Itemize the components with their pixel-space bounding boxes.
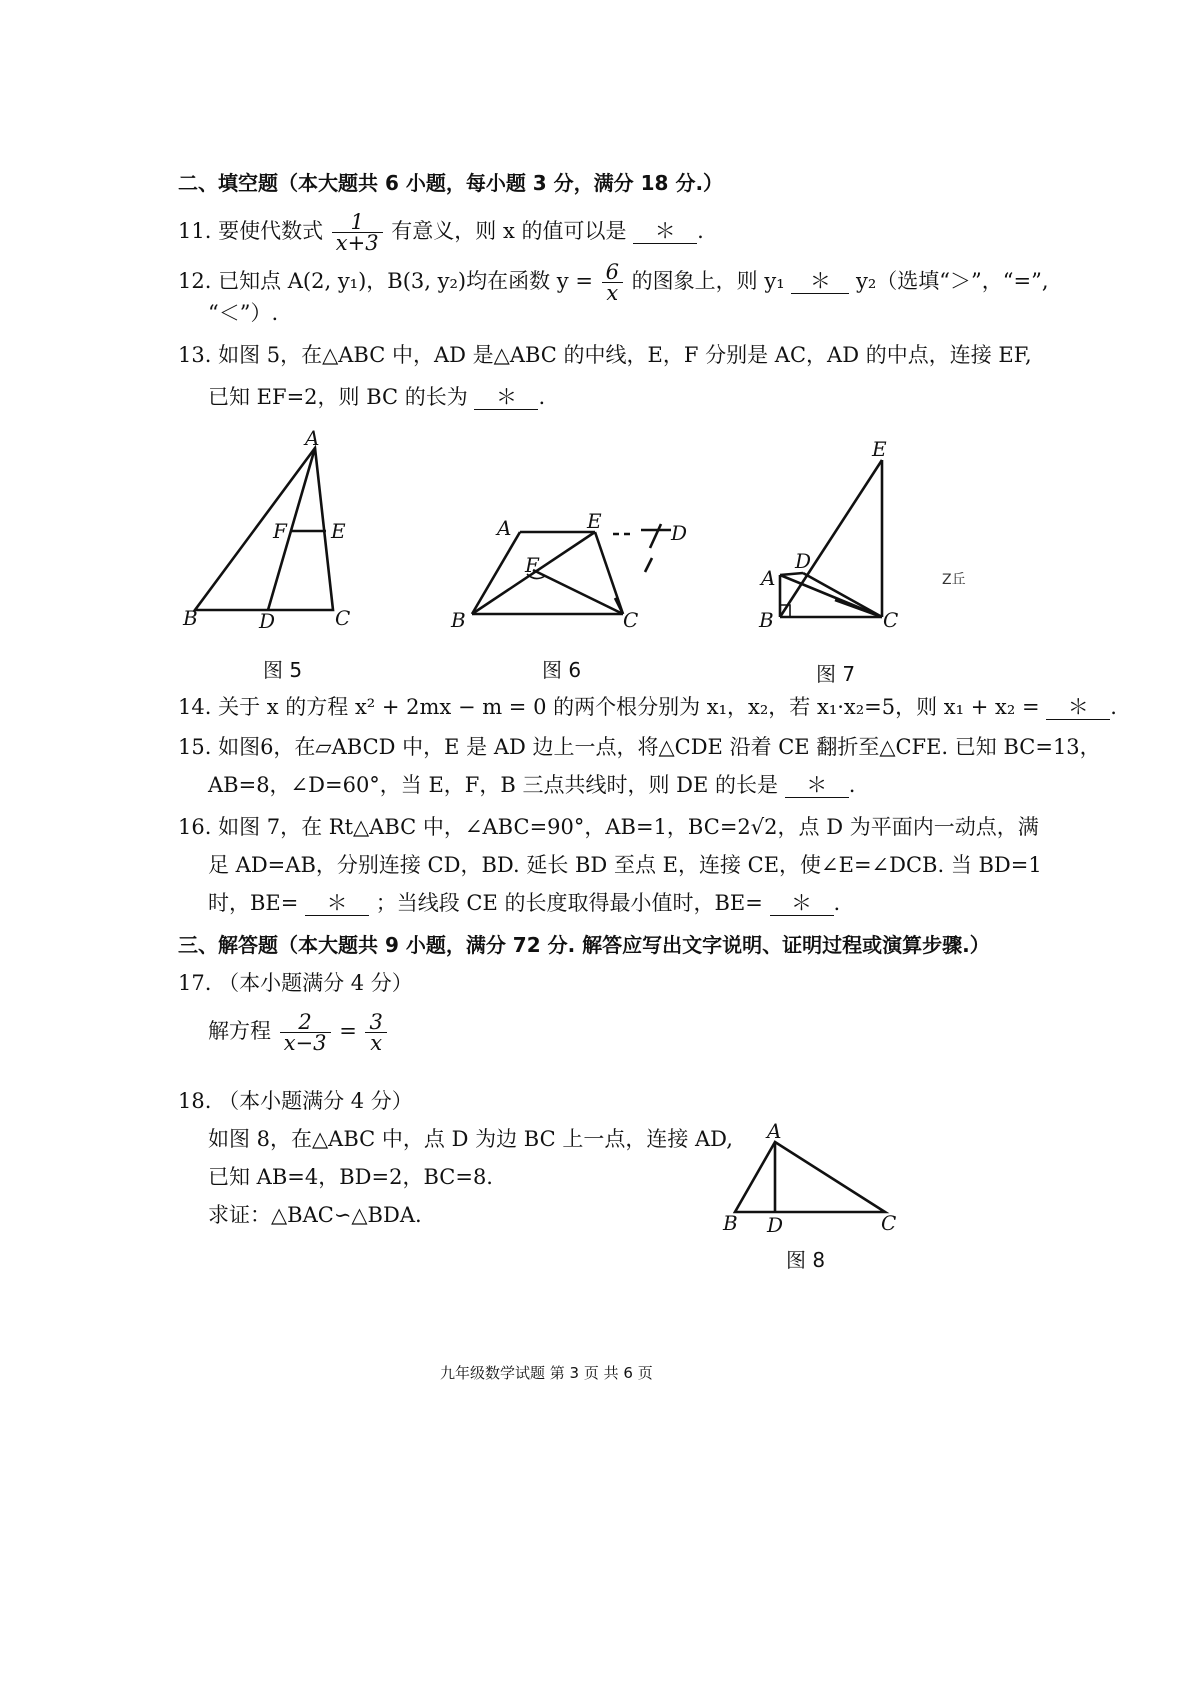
fig6-fold-mark-1 <box>650 524 661 548</box>
q12-answer-blank: ＊ <box>791 269 849 294</box>
figure-5-caption: 图 5 <box>263 658 303 682</box>
q18-line1: 如图 8，在△ABC 中，点 D 为边 BC 上一点，连接 AD, <box>208 1127 733 1151</box>
q11-frac-num: 1 <box>332 212 383 233</box>
q17-f1-den: x−3 <box>283 1031 327 1055</box>
fig7-label-b: B <box>759 608 774 632</box>
q15-answer-blank: ＊ <box>785 773 849 798</box>
fig6-fold-mark-2 <box>645 558 652 572</box>
figure-5-diagram <box>175 426 375 640</box>
q12-pre: 12. 已知点 A(2, y₁)，B(3, y₂)均在函数 y = <box>178 269 593 293</box>
figure-8-caption: 图 8 <box>786 1248 826 1272</box>
q11-pre: 11. 要使代数式 <box>178 219 324 243</box>
figure-5 <box>175 426 375 644</box>
figure-6 <box>445 510 705 644</box>
q13-line1: 13. 如图 5，在△ABC 中，AD 是△ABC 的中线，E，F 分别是 AC，AD 的中点，连接 EF, <box>178 343 1032 367</box>
q13-line2 <box>208 382 545 412</box>
q16-end: . <box>833 891 841 915</box>
q17-f2-den: x <box>370 1031 383 1055</box>
q11-fraction <box>332 212 383 253</box>
q12-fraction <box>602 262 623 303</box>
fig5-label-d: D <box>259 609 276 633</box>
q18-title: 18. （本小题满分 4 分） <box>178 1089 413 1113</box>
question-11 <box>178 212 704 253</box>
q17-equation <box>208 1012 389 1053</box>
fig7-side-mark: Z丘 <box>942 572 966 588</box>
q18-line2: 已知 AB=4，BD=2，BC=8. <box>208 1165 493 1189</box>
fig6-label-a: A <box>497 516 512 540</box>
q12-post2: y₂（选填“＞”，“=”, <box>856 269 1049 293</box>
figure-7 <box>755 437 966 644</box>
figure-7-caption: 图 7 <box>816 662 856 686</box>
q11-answer-blank: ＊ <box>633 219 697 244</box>
q11-frac-den: x+3 <box>335 231 379 255</box>
q16-line3-b: ；当线段 CE 的长度取得最小值时，BE= <box>375 891 763 915</box>
q12-frac-num: 6 <box>602 262 623 283</box>
q18-line3: 求证：△BAC∽△BDA. <box>208 1203 422 1227</box>
fig6-label-f: F <box>525 553 539 577</box>
fig7-segment-ad <box>780 573 803 575</box>
fig5-triangle-abc <box>195 448 333 610</box>
fig6-segment-ab <box>472 532 520 614</box>
q17-f2-num: 3 <box>365 1012 386 1033</box>
q17-fraction-left <box>280 1012 331 1053</box>
q11-post: 有意义，则 x 的值可以是 <box>391 219 627 243</box>
fig7-label-e: E <box>872 437 887 461</box>
q17-equals: = <box>339 1019 357 1043</box>
figure-8-diagram <box>715 1119 915 1242</box>
page-footer: 九年级数学试题 第 3 页 共 6 页 <box>440 1364 653 1382</box>
q12-frac-den: x <box>606 281 619 305</box>
figure-6-diagram <box>445 510 705 640</box>
fig8-label-b: B <box>723 1211 738 1235</box>
q16-answer-blank-2: ＊ <box>770 891 834 916</box>
fig8-triangle-abc <box>735 1142 885 1212</box>
q12-post: 的图象上，则 y₁ <box>631 269 785 293</box>
q16-answer-blank-1: ＊ <box>305 891 369 916</box>
q17-f1-num: 2 <box>280 1012 331 1033</box>
fig8-label-d: D <box>767 1213 784 1237</box>
fig5-label-b: B <box>183 606 198 630</box>
q13-line2-text: 已知 EF=2，则 BC 的长为 <box>208 385 468 409</box>
fig5-label-f: F <box>273 519 287 543</box>
fig7-segment-dc <box>803 573 882 617</box>
fig7-label-c: C <box>883 608 899 632</box>
fig6-label-e: E <box>587 509 602 533</box>
q17-fraction-right <box>365 1012 386 1053</box>
q12-line2: “＜”）. <box>208 301 279 325</box>
q14-end: . <box>1110 695 1117 719</box>
figure-7-diagram <box>755 437 966 640</box>
q11-end: . <box>697 219 704 243</box>
fig7-label-d: D <box>795 549 812 573</box>
q16-line1: 16. 如图 7，在 Rt△ABC 中，∠ABC=90°，AB=1，BC=2√2，点 D 为平面内一动点，满 <box>178 815 1039 839</box>
q14-text: 14. 关于 x 的方程 x² + 2mx − m = 0 的两个根分别为 x₁，x₂，若 x₁·x₂=5，则 x₁ + x₂ = <box>178 695 1040 719</box>
q13-answer-blank: ＊ <box>474 385 538 410</box>
fig5-label-c: C <box>335 606 351 630</box>
fig5-label-a: A <box>305 426 320 450</box>
q14-answer-blank: ＊ <box>1046 695 1110 720</box>
q16-line3-a: 时，BE= <box>208 891 299 915</box>
fig7-segment-be <box>780 460 882 617</box>
fig8-label-a: A <box>767 1119 782 1143</box>
fig5-label-e: E <box>331 519 346 543</box>
fig6-label-c: C <box>623 608 639 632</box>
q13-end: . <box>538 385 546 409</box>
fig8-label-c: C <box>881 1211 897 1235</box>
figure-6-caption: 图 6 <box>542 658 582 682</box>
q15-line2-text: AB=8，∠D=60°，当 E，F，B 三点共线时，则 DE 的长是 <box>208 773 779 797</box>
fig7-label-a: A <box>761 566 776 590</box>
section-2-header: 二、填空题（本大题共 6 小题，每小题 3 分，满分 18 分.） <box>178 171 724 195</box>
q16-line2: 足 AD=AB，分别连接 CD，BD. 延长 BD 至点 E，连接 CE，使∠E=∠DCB. 当 BD=1 <box>208 853 1042 877</box>
section-3-header: 三、解答题（本大题共 9 小题，满分 72 分. 解答应写出文字说明、证明过程或演算步骤.） <box>178 933 990 957</box>
q17-title: 17. （本小题满分 4 分） <box>178 971 413 995</box>
figure-8 <box>715 1119 915 1246</box>
q17-pre: 解方程 <box>208 1019 271 1043</box>
question-14 <box>178 692 1117 722</box>
q16-line3 <box>208 888 840 918</box>
q15-end: . <box>848 773 856 797</box>
q15-line1: 15. 如图6，在▱ABCD 中，E 是 AD 边上一点，将△CDE 沿着 CE 翻折至△CFE. 已知 BC=13， <box>178 735 1101 759</box>
q15-line2 <box>208 770 855 800</box>
fig6-label-d: D <box>671 521 688 545</box>
question-12 <box>178 262 1049 303</box>
fig6-label-b: B <box>451 608 466 632</box>
